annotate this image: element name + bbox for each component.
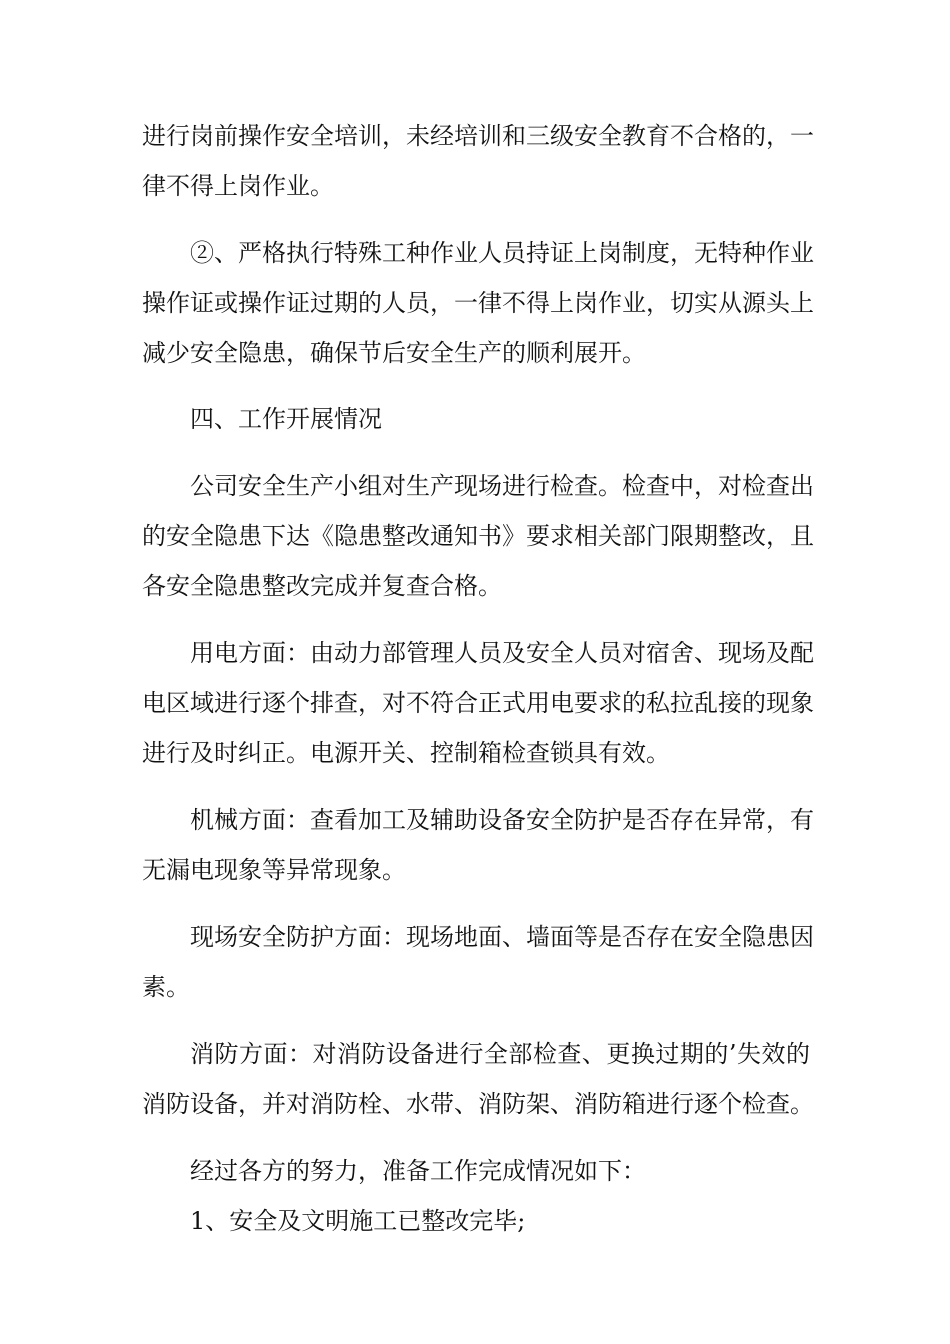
text-line: 公司安全生产小组对生产现场进行检查。检查中，对检查出 <box>190 472 814 500</box>
paragraph-machinery <box>142 795 814 895</box>
paragraph-electricity <box>142 628 814 778</box>
text-line: 操作证或操作证过期的人员，一律不得上岗作业，切实从源头上 <box>142 289 814 317</box>
text-line: 经过各方的努力，准备工作完成情况如下： <box>190 1157 646 1185</box>
text-line: 减少安全隐患，确保节后安全生产的顺利展开。 <box>142 339 646 367</box>
paragraph-certificate-system <box>142 228 814 378</box>
text-line: 电区域进行逐个排查，对不符合正式用电要求的私拉乱接的现象 <box>142 689 814 717</box>
text-line: 的安全隐患下达《隐患整改通知书》要求相关部门限期整改，且 <box>142 522 814 550</box>
text-line: 无漏电现象等异常现象。 <box>142 856 406 884</box>
text-line: 消防方面：对消防设备进行全部检查、更换过期的’失效的 <box>190 1040 810 1068</box>
paragraph-fire-safety <box>142 1029 814 1129</box>
text-line: 律不得上岗作业。 <box>142 172 334 200</box>
paragraph-training-continuation <box>142 111 814 211</box>
text-line: 进行岗前操作安全培训，未经培训和三级安全教育不合格的，一 <box>142 122 814 150</box>
text-line: 用电方面：由动力部管理人员及安全人员对宿舍、现场及配 <box>190 639 814 667</box>
text-line: ②、严格执行特殊工种作业人员持证上岗制度，无特种作业 <box>190 239 814 267</box>
text-line: 各安全隐患整改完成并复查合格。 <box>142 572 502 600</box>
text-line: 四、工作开展情况 <box>190 405 382 433</box>
paragraph-inspection <box>142 461 814 611</box>
text-line: 机械方面：查看加工及辅助设备安全防护是否存在异常，有 <box>190 806 814 834</box>
text-line: 消防设备，并对消防栓、水带、消防架、消防箱进行逐个检查。 <box>142 1090 814 1118</box>
paragraph-site-protection <box>142 912 814 1012</box>
text-line: 素。 <box>142 973 190 1001</box>
text-line: 现场安全防护方面：现场地面、墙面等是否存在安全隐患因 <box>190 923 814 951</box>
section-heading-work-progress <box>142 394 810 444</box>
text-line: 进行及时纠正。电源开关、控制箱检查锁具有效。 <box>142 739 670 767</box>
list-item-1 <box>142 1196 810 1246</box>
paragraph-completion-intro <box>142 1146 810 1196</box>
text-line: 1、安全及文明施工已整改完毕; <box>190 1207 526 1235</box>
